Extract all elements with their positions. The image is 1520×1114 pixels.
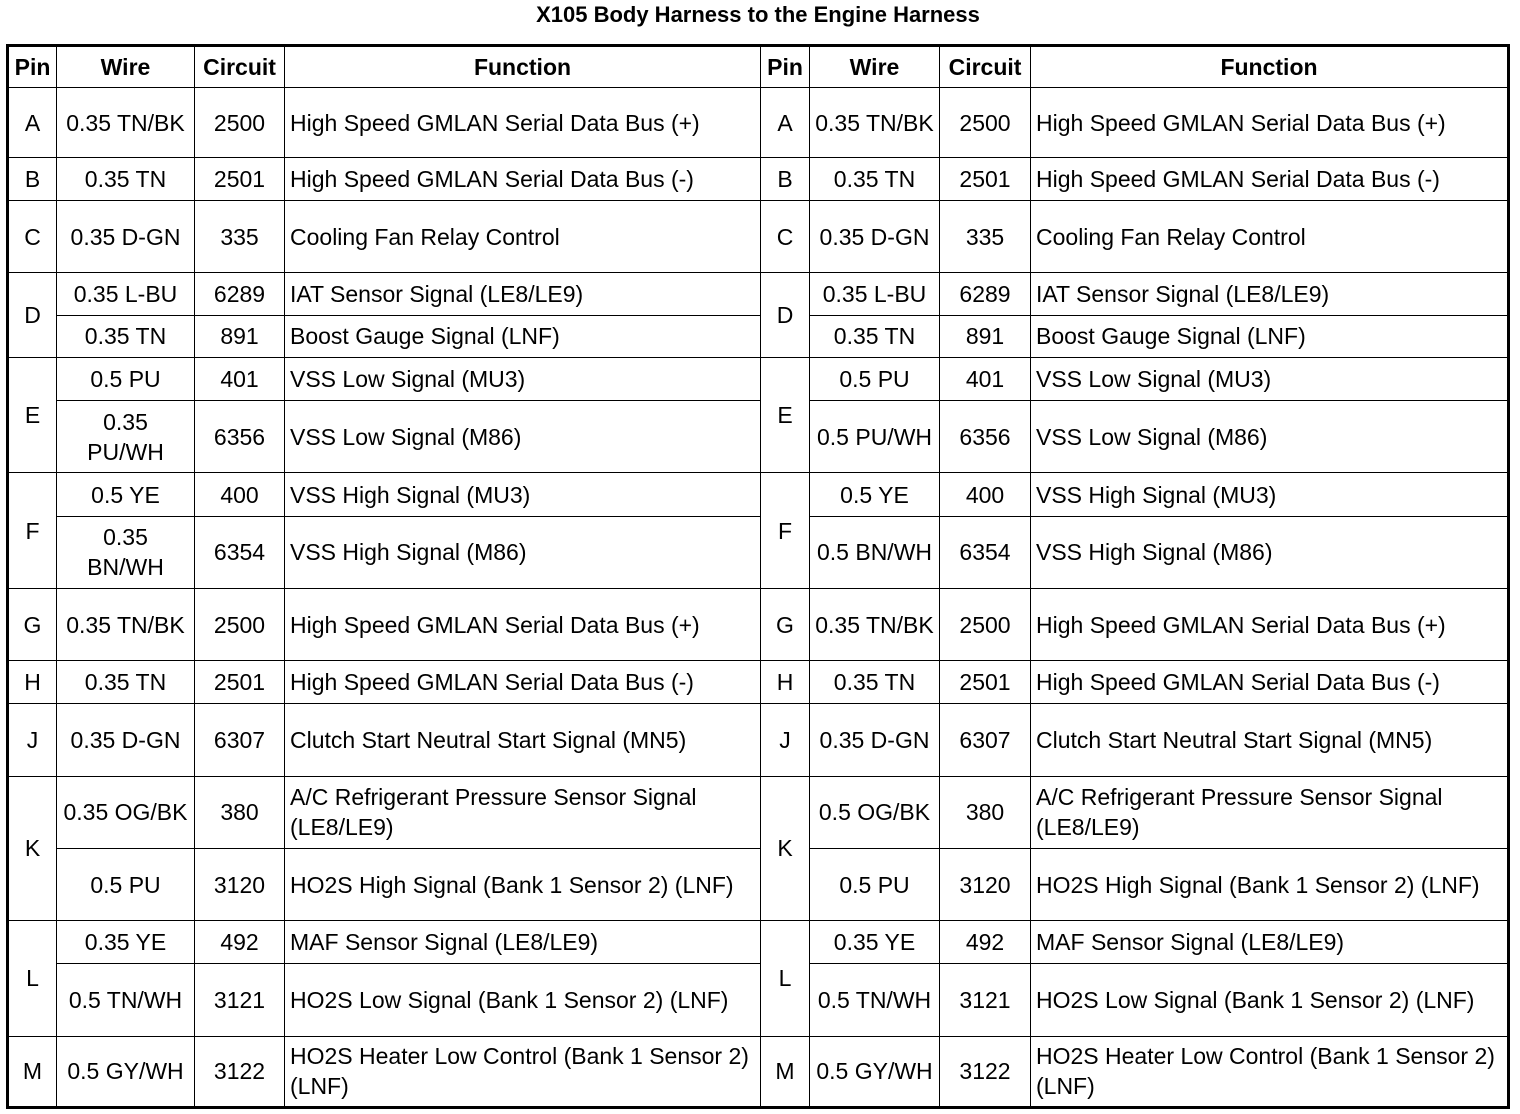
pin-cell: D	[8, 272, 57, 357]
function-cell: VSS High Signal (M86)	[1031, 516, 1509, 588]
function-cell: Boost Gauge Signal (LNF)	[285, 315, 761, 357]
circuit-cell: 2501	[940, 158, 1031, 201]
circuit-cell: 2501	[940, 661, 1031, 704]
wire-cell: 0.35 PU/WH	[57, 401, 195, 473]
header-function: Function	[285, 46, 761, 88]
circuit-cell: 6289	[195, 272, 285, 315]
wire-cell: 0.35 TN/BK	[57, 588, 195, 660]
wire-cell: 0.5 YE	[57, 473, 195, 516]
pin-cell: L	[8, 921, 57, 1036]
pin-cell: L	[761, 921, 810, 1036]
wire-cell: 0.5 PU/WH	[810, 401, 940, 473]
wire-cell: 0.35 TN/BK	[810, 88, 940, 158]
circuit-cell: 3121	[940, 964, 1031, 1036]
circuit-cell: 492	[195, 921, 285, 964]
function-cell: HO2S Low Signal (Bank 1 Sensor 2) (LNF)	[285, 964, 761, 1036]
function-cell: High Speed GMLAN Serial Data Bus (+)	[285, 88, 761, 158]
table-row	[8, 661, 1509, 704]
header-circuit: Circuit	[195, 46, 285, 88]
circuit-cell: 335	[940, 201, 1031, 272]
wire-cell: 0.5 GY/WH	[810, 1036, 940, 1107]
header-circuit: Circuit	[940, 46, 1031, 88]
pin-cell: B	[8, 158, 57, 201]
wire-cell: 0.35 TN	[810, 661, 940, 704]
function-cell: High Speed GMLAN Serial Data Bus (+)	[285, 588, 761, 660]
function-cell: MAF Sensor Signal (LE8/LE9)	[1031, 921, 1509, 964]
header-wire: Wire	[57, 46, 195, 88]
pin-cell: E	[761, 358, 810, 473]
pin-cell: K	[761, 776, 810, 921]
function-cell: A/C Refrigerant Pressure Sensor Signal (LE8/LE9)	[285, 776, 761, 848]
circuit-cell: 2500	[940, 88, 1031, 158]
circuit-cell: 891	[940, 315, 1031, 357]
table-row	[8, 401, 1509, 473]
function-cell: VSS Low Signal (MU3)	[285, 358, 761, 401]
circuit-cell: 6356	[195, 401, 285, 473]
table-row	[8, 848, 1509, 920]
table-row	[8, 964, 1509, 1036]
pin-cell: F	[8, 473, 57, 588]
wire-cell: 0.35 L-BU	[810, 272, 940, 315]
header-pin: Pin	[8, 46, 57, 88]
function-cell: High Speed GMLAN Serial Data Bus (+)	[1031, 88, 1509, 158]
table-row	[8, 1036, 1509, 1107]
wire-cell: 0.5 BN/WH	[810, 516, 940, 588]
function-cell: IAT Sensor Signal (LE8/LE9)	[285, 272, 761, 315]
function-cell: High Speed GMLAN Serial Data Bus (-)	[285, 661, 761, 704]
wire-cell: 0.5 GY/WH	[57, 1036, 195, 1107]
wire-cell: 0.35 TN	[57, 158, 195, 201]
function-cell: HO2S Heater Low Control (Bank 1 Sensor 2) (LNF)	[1031, 1036, 1509, 1107]
wire-cell: 0.5 OG/BK	[810, 776, 940, 848]
circuit-cell: 891	[195, 315, 285, 357]
pin-cell: J	[761, 704, 810, 776]
wire-cell: 0.5 YE	[810, 473, 940, 516]
function-cell: HO2S Low Signal (Bank 1 Sensor 2) (LNF)	[1031, 964, 1509, 1036]
circuit-cell: 3120	[940, 848, 1031, 920]
pin-cell: J	[8, 704, 57, 776]
wire-cell: 0.35 D-GN	[810, 201, 940, 272]
wire-cell: 0.35 TN	[810, 158, 940, 201]
table-row	[8, 776, 1509, 848]
circuit-cell: 2501	[195, 158, 285, 201]
wire-cell: 0.5 TN/WH	[57, 964, 195, 1036]
pin-cell: K	[8, 776, 57, 921]
wire-cell: 0.35 D-GN	[57, 704, 195, 776]
table-row	[8, 588, 1509, 660]
function-cell: VSS Low Signal (M86)	[1031, 401, 1509, 473]
table-row	[8, 315, 1509, 357]
wire-cell: 0.35 D-GN	[57, 201, 195, 272]
table-row	[8, 272, 1509, 315]
header-row	[8, 46, 1509, 88]
table-row	[8, 158, 1509, 201]
circuit-cell: 380	[195, 776, 285, 848]
pin-cell: G	[8, 588, 57, 660]
header-pin: Pin	[761, 46, 810, 88]
wire-cell: 0.5 PU	[810, 358, 940, 401]
wire-cell: 0.35 OG/BK	[57, 776, 195, 848]
wire-cell: 0.35 TN	[57, 661, 195, 704]
circuit-cell: 400	[195, 473, 285, 516]
function-cell: Cooling Fan Relay Control	[1031, 201, 1509, 272]
pin-cell: C	[8, 201, 57, 272]
function-cell: Clutch Start Neutral Start Signal (MN5)	[1031, 704, 1509, 776]
wire-cell: 0.35 YE	[810, 921, 940, 964]
circuit-cell: 2500	[195, 88, 285, 158]
circuit-cell: 335	[195, 201, 285, 272]
wire-cell: 0.35 TN/BK	[810, 588, 940, 660]
function-cell: VSS High Signal (M86)	[285, 516, 761, 588]
circuit-cell: 6354	[940, 516, 1031, 588]
table-row	[8, 473, 1509, 516]
pin-cell: H	[8, 661, 57, 704]
function-cell: High Speed GMLAN Serial Data Bus (-)	[285, 158, 761, 201]
wire-cell: 0.5 PU	[810, 848, 940, 920]
table-body	[8, 88, 1509, 1108]
circuit-cell: 401	[195, 358, 285, 401]
pinout-table	[6, 44, 1510, 1109]
circuit-cell: 6289	[940, 272, 1031, 315]
wire-cell: 0.35 D-GN	[810, 704, 940, 776]
pin-cell: H	[761, 661, 810, 704]
wire-cell: 0.35 YE	[57, 921, 195, 964]
function-cell: VSS Low Signal (MU3)	[1031, 358, 1509, 401]
function-cell: High Speed GMLAN Serial Data Bus (+)	[1031, 588, 1509, 660]
circuit-cell: 3122	[195, 1036, 285, 1107]
circuit-cell: 6354	[195, 516, 285, 588]
wire-cell: 0.35 TN	[57, 315, 195, 357]
circuit-cell: 400	[940, 473, 1031, 516]
function-cell: VSS High Signal (MU3)	[1031, 473, 1509, 516]
function-cell: Clutch Start Neutral Start Signal (MN5)	[285, 704, 761, 776]
function-cell: A/C Refrigerant Pressure Sensor Signal (LE8/LE9)	[1031, 776, 1509, 848]
circuit-cell: 3122	[940, 1036, 1031, 1107]
function-cell: VSS Low Signal (M86)	[285, 401, 761, 473]
function-cell: IAT Sensor Signal (LE8/LE9)	[1031, 272, 1509, 315]
circuit-cell: 2501	[195, 661, 285, 704]
wire-cell: 0.35 TN	[810, 315, 940, 357]
circuit-cell: 2500	[195, 588, 285, 660]
circuit-cell: 6307	[195, 704, 285, 776]
pin-cell: M	[761, 1036, 810, 1107]
pin-cell: G	[761, 588, 810, 660]
circuit-cell: 401	[940, 358, 1031, 401]
function-cell: HO2S High Signal (Bank 1 Sensor 2) (LNF)	[285, 848, 761, 920]
function-cell: HO2S Heater Low Control (Bank 1 Sensor 2) (LNF)	[285, 1036, 761, 1107]
wire-cell: 0.35 L-BU	[57, 272, 195, 315]
pin-cell: A	[8, 88, 57, 158]
circuit-cell: 2500	[940, 588, 1031, 660]
circuit-cell: 3121	[195, 964, 285, 1036]
pin-cell: F	[761, 473, 810, 588]
table-row	[8, 358, 1509, 401]
wire-cell: 0.35 BN/WH	[57, 516, 195, 588]
function-cell: MAF Sensor Signal (LE8/LE9)	[285, 921, 761, 964]
table-row	[8, 516, 1509, 588]
circuit-cell: 6356	[940, 401, 1031, 473]
table-row	[8, 704, 1509, 776]
pin-cell: M	[8, 1036, 57, 1107]
wire-cell: 0.5 PU	[57, 358, 195, 401]
table-row	[8, 201, 1509, 272]
function-cell: Boost Gauge Signal (LNF)	[1031, 315, 1509, 357]
page-title: X105 Body Harness to the Engine Harness	[536, 2, 980, 27]
header-function: Function	[1031, 46, 1509, 88]
circuit-cell: 6307	[940, 704, 1031, 776]
wire-cell: 0.35 TN/BK	[57, 88, 195, 158]
function-cell: Cooling Fan Relay Control	[285, 201, 761, 272]
pin-cell: A	[761, 88, 810, 158]
function-cell: HO2S High Signal (Bank 1 Sensor 2) (LNF)	[1031, 848, 1509, 920]
function-cell: VSS High Signal (MU3)	[285, 473, 761, 516]
circuit-cell: 3120	[195, 848, 285, 920]
wire-cell: 0.5 TN/WH	[810, 964, 940, 1036]
header-wire: Wire	[810, 46, 940, 88]
pin-cell: E	[8, 358, 57, 473]
table-row	[8, 88, 1509, 158]
circuit-cell: 492	[940, 921, 1031, 964]
pin-cell: D	[761, 272, 810, 357]
pin-cell: B	[761, 158, 810, 201]
function-cell: High Speed GMLAN Serial Data Bus (-)	[1031, 661, 1509, 704]
wire-cell: 0.5 PU	[57, 848, 195, 920]
pin-cell: C	[761, 201, 810, 272]
function-cell: High Speed GMLAN Serial Data Bus (-)	[1031, 158, 1509, 201]
table-row	[8, 921, 1509, 964]
circuit-cell: 380	[940, 776, 1031, 848]
